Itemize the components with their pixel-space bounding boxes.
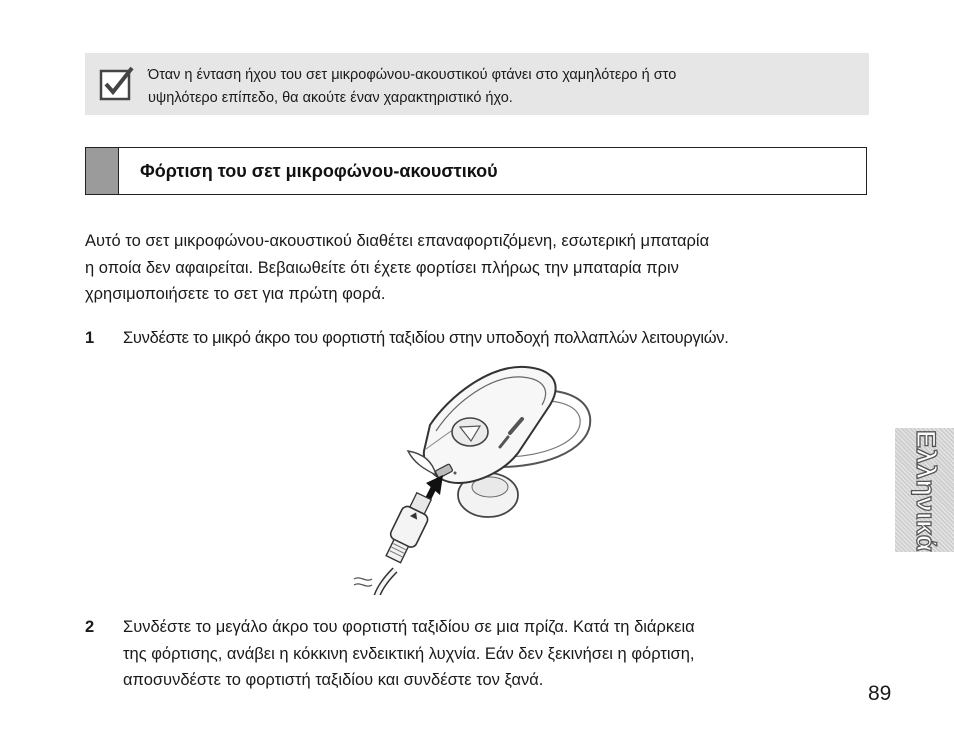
step-number: 2 — [85, 618, 95, 636]
intro-line: η οποία δεν αφαιρείται. Βεβαιωθείτε ότι έχετε φορτίσει πλήρως την μπαταρία πριν — [85, 258, 679, 277]
headset-charger-illustration — [340, 355, 600, 595]
step-line: Συνδέστε το μεγάλο άκρο του φορτιστή ταξιδίου σε μια πρίζα. Κατά τη διάρκεια — [123, 618, 695, 636]
checkbox-check-icon — [99, 65, 135, 101]
step-number: 1 — [85, 329, 95, 347]
section-header — [85, 147, 867, 195]
section-tab-marker — [86, 148, 119, 194]
note-box — [85, 53, 869, 115]
step-text — [123, 614, 873, 694]
intro-paragraph — [85, 228, 869, 308]
step-line: αποσυνδέστε το φορτιστή ταξιδίου και συνδέστε τον ξανά. — [123, 671, 544, 689]
section-title: Φόρτιση του σετ μικροφώνου-ακουστικού — [140, 161, 498, 181]
note-text-line: υψηλότερο επίπεδο, θα ακούτε έναν χαρακτηριστικό ήχο. — [148, 90, 513, 106]
step-text — [123, 325, 873, 352]
page-number: 89 — [868, 682, 892, 705]
language-label: Ελληνικά — [911, 430, 941, 552]
intro-line: Αυτό το σετ μικροφώνου-ακουστικού διαθέτει επαναφορτιζόμενη, εσωτερική μπαταρία — [85, 232, 710, 250]
step-line: της φόρτισης, ανάβει η κόκκινη ενδεικτική λυχνία. Εάν δεν ξεκινήσει η φόρτιση, — [123, 644, 695, 663]
intro-line: χρησιμοποιήσετε το σετ για πρώτη φορά. — [85, 285, 386, 303]
step-line: Συνδέστε το μικρό άκρο του φορτιστή ταξιδίου στην υποδοχή πολλαπλών λειτουργιών. — [123, 329, 729, 347]
language-tab — [895, 428, 954, 552]
note-text-line: Όταν η ένταση ήχου του σετ μικροφώνου-ακουστικού φτάνει στο χαμηλότερο ή στο — [148, 67, 677, 83]
note-text — [148, 64, 848, 110]
